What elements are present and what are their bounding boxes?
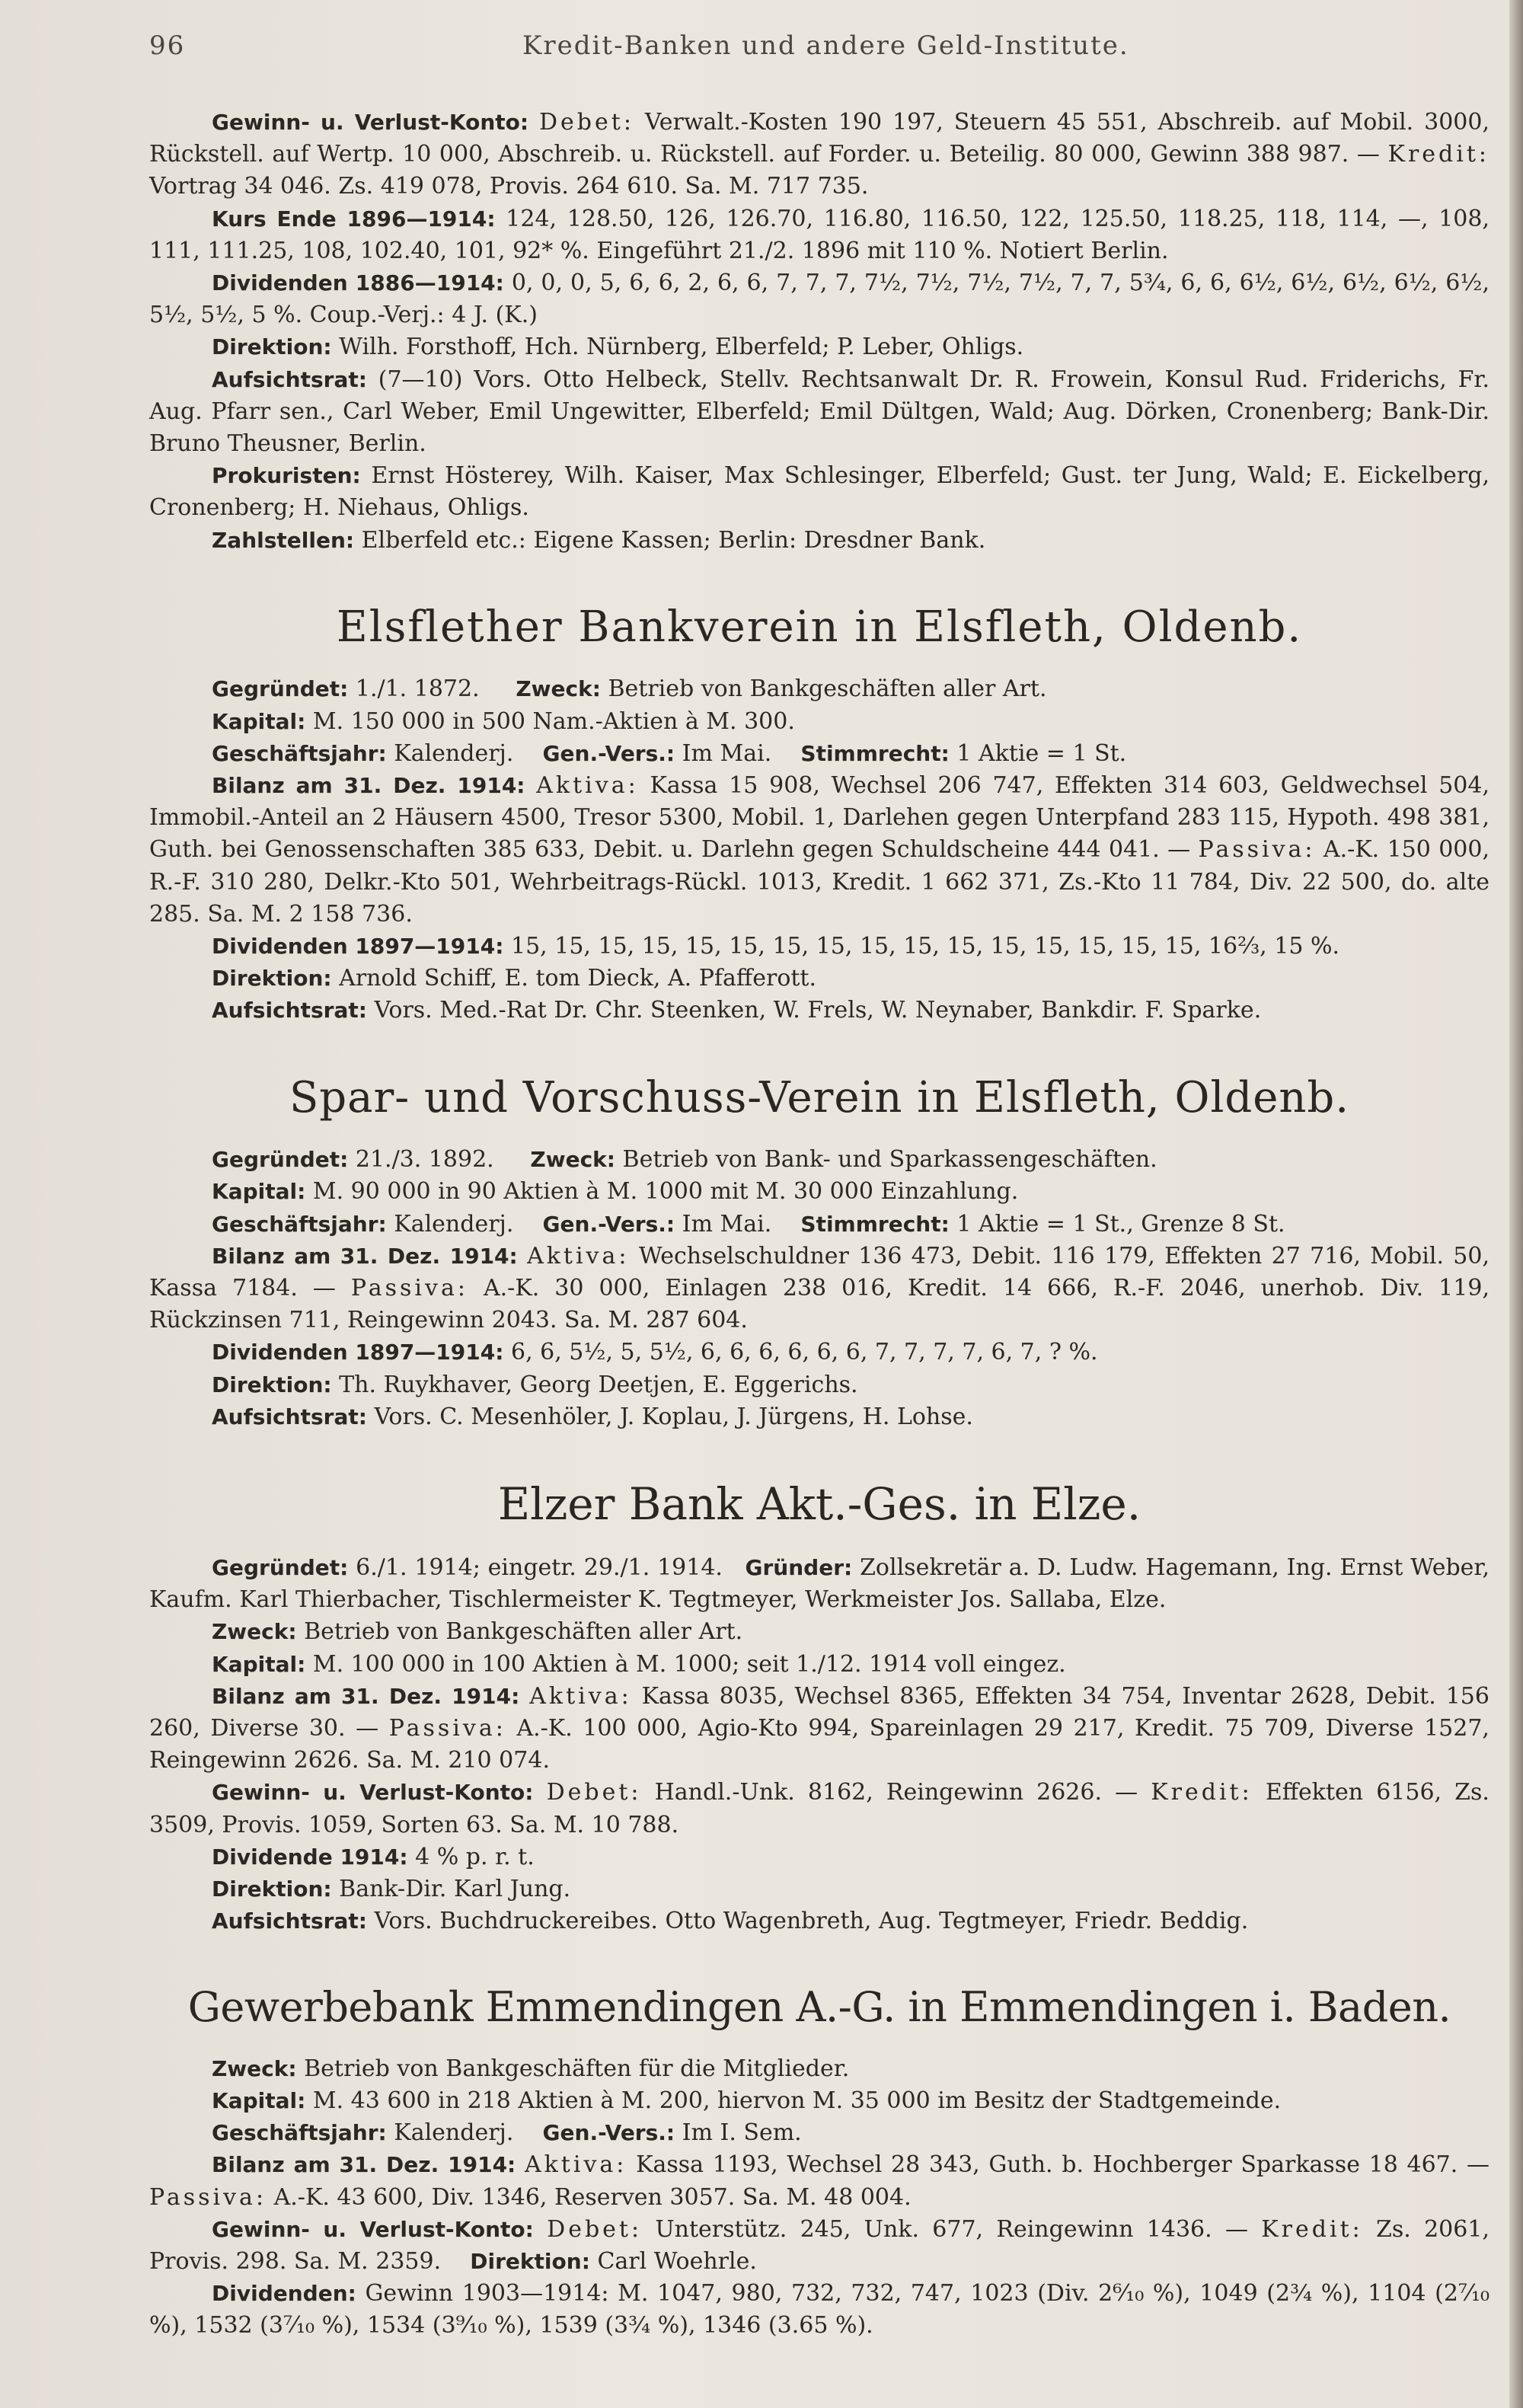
- dividenden-line: Dividenden 1897—1914: 15, 15, 15, 15, 15, 15, 15, 15, 15, 15, 15, 15, 15, 15, 15, 15, 16⅔, 15 %.: [212, 933, 1339, 960]
- aufsichtsrat-line: Aufsichtsrat: Vors. C. Mesenhöler, J. Koplau, J. Jürgens, H. Lohse.: [212, 1403, 973, 1430]
- aufsichtsrat-line: Aufsichtsrat: Vors. Med.-Rat Dr. Chr. Steenken, W. Frels, W. Neynaber, Bankdir. F. Sparke.: [212, 997, 1262, 1024]
- dividenden-line: Dividenden 1897—1914: 6, 6, 5½, 5, 5½, 6, 6, 6, 6, 6, 6, 7, 7, 7, 7, 6, 7, ? %.: [212, 1339, 1098, 1366]
- kapital-line: Kapital: M. 100 000 in 100 Aktien à M. 1000; seit 1./12. 1914 voll eingez.: [212, 1650, 1066, 1678]
- prokuristen-line: Prokuristen: Ernst Hösterey, Wilh. Kaiser, Max Schlesinger, Elberfeld; Gust. ter Jung, Wald; E. Eickelberg, Cronenberg; H. Niehaus, Ohligs.: [149, 462, 1489, 522]
- entry-title: Gewerbebank Emmendingen A.-G. in Emmendingen i. Baden.: [187, 1983, 1451, 2032]
- gegruendet-line: Gegründet: 6./1. 1914; eingetr. 29./1. 1914. Gründer: Zollsekretär a. D. Ludw. Hagemann, Ing. Ernst Weber, Kaufm. Karl Thierbacher, Tischlermeister K. Tegtmeyer, Werkmeister Jos. Sallaba, Elze.: [149, 1554, 1489, 1614]
- entry-title: Elsflether Bankverein in Elsfleth, Oldenb.: [336, 602, 1303, 652]
- aufsichtsrat-line: Aufsichtsrat: Vors. Buchdruckereibes. Otto Wagenbreth, Aug. Tegtmeyer, Friedr. Beddig.: [212, 1908, 1249, 1935]
- page-number: 96: [149, 30, 186, 61]
- zweck-line: Zweck: Betrieb von Bankgeschäften aller Art.: [212, 1618, 743, 1646]
- kurs-line: Kurs Ende 1896—1914: 124, 128.50, 126, 126.70, 116.80, 116.50, 122, 125.50, 118.25, 118, 114, —, 108, 111, 111.25, 108, 102.40, 101, 92* %. Eingeführt 21./2. 1896 mit 110 %. Notiert Berlin.: [149, 205, 1490, 264]
- entry-title: Spar- und Vorschuss-Verein in Elsfleth, Oldenb.: [289, 1072, 1350, 1123]
- page-header: [149, 30, 1489, 76]
- direktion-line: Direktion: Bank-Dir. Karl Jung.: [212, 1875, 571, 1902]
- entry-spar-und-vorschuss-verein: [149, 1072, 1490, 1433]
- dividenden-line: Dividenden: Gewinn 1903—1914: M. 1047, 980, 732, 732, 747, 1023 (Div. 2⁶⁄₁₀ %), 1049 (2¾ %), 1104 (2⁷⁄₁₀ %), 1532 (3⁷⁄₁₀ %), 1534 (3⁹⁄₁₀ %), 1539 (3¾ %), 1346 (3.65 %).: [149, 2280, 1490, 2339]
- guv-line: Gewinn- u. Verlust-Konto: Debet: Handl.-Unk. 8162, Reingewinn 2626. — Kredit: Effekten 6156, Zs. 3509, Provis. 1059, Sorten 63. Sa. M. 10 788.: [149, 1779, 1489, 1838]
- gegruendet-line: Gegründet: 1./1. 1872. Zweck: Betrieb von Bankgeschäften aller Art.: [212, 675, 1047, 703]
- entry-elsflether-bankverein: [149, 604, 1489, 1027]
- kapital-line: Kapital: M. 90 000 in 90 Aktien à M. 1000 mit M. 30 000 Einzahlung.: [212, 1178, 1019, 1206]
- bilanz-line: Bilanz am 31. Dez. 1914: Aktiva: Kassa 1193, Wechsel 28 343, Guth. b. Hochberger Sparkasse 18 467. — Passiva: A.-K. 43 600, Div. 1346, Reserven 3057. Sa. M. 48 004.: [149, 2151, 1489, 2211]
- page-edge: [1509, 0, 1523, 2408]
- direktion-line: Direktion: Arnold Schiff, E. tom Dieck, A. Pfafferott.: [212, 965, 817, 992]
- running-title: Kredit-Banken und andere Geld-Institute.: [522, 30, 1129, 61]
- entry-gewerbebank-emmendingen: [149, 1985, 1489, 2342]
- kapital-line: Kapital: M. 150 000 in 500 Nam.-Aktien à M. 300.: [212, 707, 795, 735]
- dividende-line: Dividende 1914: 4 % p. r. t.: [212, 1843, 535, 1870]
- geschaeftsjahr-line: Geschäftsjahr: Kalenderj. Gen.-Vers.: Im I. Sem.: [212, 2119, 802, 2147]
- bilanz-line: Bilanz am 31. Dez. 1914: Aktiva: Kassa 15 908, Wechsel 206 747, Effekten 314 603, Geldwechsel 504, Immobil.-Anteil an 2 Häusern 4500, Tresor 5300, Mobil. 1, Darlehen gegen Unterpfand 283 115, Hypoth. 498 381, Guth. bei Genossenschaften 385 633, Debit. u. Darlehn gegen Schuldscheine 444 041. — Passiva: A.-K. 150 000, R.-F. 310 280, Delkr.-Kto 501, Wehrbeitrags-Rückl. 1013, Kredit. 1 662 371, Zs.-Kto 11 784, Div. 22 500, do. alte 285. Sa. M. 2 158 736.: [149, 772, 1489, 928]
- geschaeftsjahr-line: Geschäftsjahr: Kalenderj. Gen.-Vers.: Im Mai. Stimmrecht: 1 Aktie = 1 St.: [212, 739, 1127, 767]
- kapital-line: Kapital: M. 43 600 in 218 Aktien à M. 200, hiervon M. 35 000 im Besitz der Stadtgemeinde.: [212, 2087, 1282, 2114]
- zweck-line: Zweck: Betrieb von Bankgeschäften für die Mitglieder.: [212, 2055, 850, 2082]
- entry-continued: [149, 107, 1489, 557]
- zahlstellen-line: Zahlstellen: Elberfeld etc.: Eigene Kassen; Berlin: Dresdner Bank.: [212, 526, 986, 554]
- direktion-line: Direktion: Wilh. Forsthoff, Hch. Nürnberg, Elberfeld; P. Leber, Ohligs.: [212, 334, 1024, 361]
- aufsichtsrat-line: Aufsichtsrat: (7—10) Vors. Otto Helbeck, Stellv. Rechtsanwalt Dr. R. Frowein, Konsul Rud. Friderichs, Fr. Aug. Pfarr sen., Carl Weber, Emil Ungewitter, Elberfeld; Emil Dültgen, Wald; Aug. Dörken, Cronenberg; Bank-Dir. Bruno Theusner, Berlin.: [149, 366, 1489, 458]
- entry-elzer-bank: [149, 1480, 1489, 1937]
- bilanz-line: Bilanz am 31. Dez. 1914: Aktiva: Kassa 8035, Wechsel 8365, Effekten 34 754, Inventar 2628, Debit. 156 260, Diverse 30. — Passiva: A.-K. 100 000, Agio-Kto 994, Spareinlagen 29 217, Kredit. 75 709, Diverse 1527, Reingewinn 2626. Sa. M. 210 074.: [149, 1682, 1489, 1774]
- dividenden-line: Dividenden 1886—1914: 0, 0, 0, 5, 6, 6, 2, 6, 6, 7, 7, 7, 7½, 7½, 7½, 7½, 7, 7, 5¾, 6, 6, 6½, 6½, 6½, 6½, 6½, 5½, 5½, 5 %. Coup.-Verj.: 4 J. (K.): [149, 270, 1489, 329]
- direktion-line: Direktion: Th. Ruykhaver, Georg Deetjen, E. Eggerichs.: [212, 1371, 858, 1398]
- entry-title: Elzer Bank Akt.-Ges. in Elze.: [497, 1478, 1141, 1531]
- geschaeftsjahr-line: Geschäftsjahr: Kalenderj. Gen.-Vers.: Im Mai. Stimmrecht: 1 Aktie = 1 St., Grenze 8 St.: [212, 1210, 1285, 1238]
- bilanz-line: Bilanz am 31. Dez. 1914: Aktiva: Wechselschuldner 136 473, Debit. 116 179, Effekten 27 716, Mobil. 50, Kassa 7184. — Passiva: A.-K. 30 000, Einlagen 238 016, Kredit. 14 666, R.-F. 2046, unerhob. Div. 119, Rückzinsen 711, Reingewinn 2043. Sa. M. 287 604.: [149, 1242, 1490, 1334]
- guv-line: Gewinn- u. Verlust-Konto: Debet: Unterstütz. 245, Unk. 677, Reingewinn 1436. — Kredit: Zs. 2061, Provis. 298. Sa. M. 2359. Direktion: Carl Woehrle.: [149, 2215, 1489, 2275]
- guv-line: Gewinn- u. Verlust-Konto: Debet: Verwalt.-Kosten 190 197, Steuern 45 551, Abschreib. auf Mobil. 3000, Rückstell. auf Wertp. 10 000, Abschreib. u. Rückstell. auf Forder. u. Beteilig. 80 000, Gewinn 388 987. — Kredit: Vortrag 34 046. Zs. 419 078, Provis. 264 610. Sa. M. 717 735.: [149, 109, 1489, 200]
- gegruendet-line: Gegründet: 21./3. 1892. Zweck: Betrieb von Bank- und Sparkassengeschäften.: [212, 1146, 1157, 1174]
